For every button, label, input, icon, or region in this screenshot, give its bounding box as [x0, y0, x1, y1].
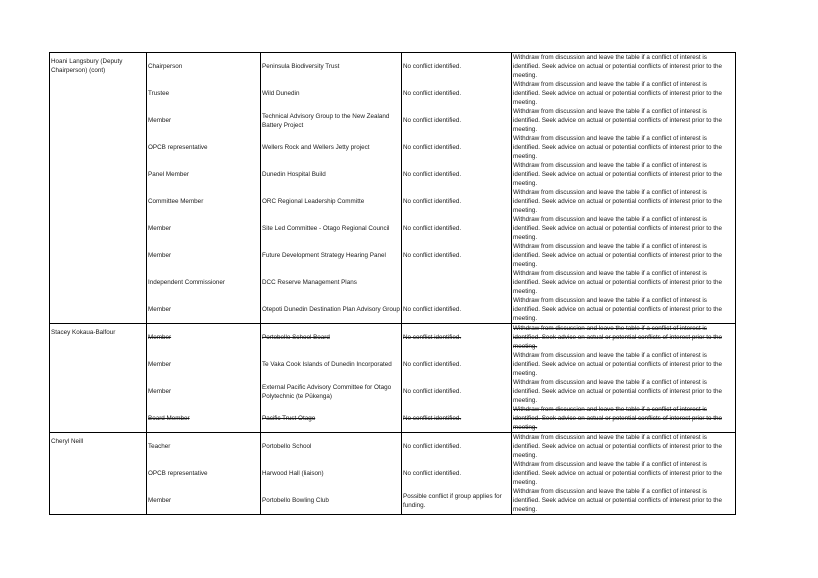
table-row — [50, 161, 736, 188]
role-cell: Member — [147, 215, 261, 242]
conflict-cell: No conflict identified. — [402, 378, 512, 405]
action-cell: Withdraw from discussion and leave the table if a conflict of interest is identified. Seek advice on actual or potential conflicts of interest prior to the meeting. — [512, 324, 736, 352]
conflict-cell — [402, 269, 512, 296]
conflict-cell: No conflict identified. — [402, 53, 512, 81]
organisation-cell: Peninsula Biodiversity Trust — [261, 53, 402, 81]
table-row — [50, 134, 736, 161]
action-cell: Withdraw from discussion and leave the table if a conflict of interest is identified. Seek advice on actual or potential conflicts of interest prior to the meeting. — [512, 378, 736, 405]
organisation-cell: Technical Advisory Group to the New Zealand Battery Project — [261, 107, 402, 134]
conflict-cell: No conflict identified. — [402, 161, 512, 188]
table-row — [50, 107, 736, 134]
role-cell: Committee Member — [147, 188, 261, 215]
action-cell: Withdraw from discussion and leave the table if a conflict of interest is identified. Seek advice on actual or potential conflicts of interest prior to the meeting. — [512, 433, 736, 461]
organisation-cell: Portobello School Board — [261, 324, 402, 352]
member-name: Hoani Langsbury (Deputy Chairperson) (cont) — [50, 53, 147, 324]
conflict-cell: No conflict identified. — [402, 433, 512, 461]
organisation-cell: Portobello Bowling Club — [261, 487, 402, 515]
role-cell: OPCB representative — [147, 460, 261, 487]
role-cell: Panel Member — [147, 161, 261, 188]
table-row — [50, 269, 736, 296]
role-cell: Member — [147, 378, 261, 405]
action-cell: Withdraw from discussion and leave the table if a conflict of interest is identified. Seek advice on actual or potential conflicts of interest prior to the meeting. — [512, 351, 736, 378]
table-row — [50, 215, 736, 242]
action-cell: Withdraw from discussion and leave the table if a conflict of interest is identified. Seek advice on actual or potential conflicts of interest prior to the meeting. — [512, 161, 736, 188]
action-cell: Withdraw from discussion and leave the table if a conflict of interest is identified. Seek advice on actual or potential conflicts of interest prior to the meeting. — [512, 487, 736, 515]
role-cell: Member — [147, 107, 261, 134]
role-cell: Member — [147, 324, 261, 352]
role-cell: Independent Commissioner — [147, 269, 261, 296]
action-cell: Withdraw from discussion and leave the table if a conflict of interest is identified. Seek advice on actual or potential conflicts of interest prior to the meeting. — [512, 53, 736, 81]
organisation-cell: Future Development Strategy Hearing Panel — [261, 242, 402, 269]
register-of-interests-table — [49, 52, 736, 515]
table-row — [50, 80, 736, 107]
action-cell: Withdraw from discussion and leave the table if a conflict of interest is identified. Seek advice on actual or potential conflicts of interest prior to the meeting. — [512, 460, 736, 487]
conflict-cell: No conflict identified. — [402, 324, 512, 352]
action-cell: Withdraw from discussion and leave the table if a conflict of interest is identified. Seek advice on actual or potential conflicts of interest prior to the meeting. — [512, 269, 736, 296]
role-cell: Teacher — [147, 433, 261, 461]
action-cell: Withdraw from discussion and leave the table if a conflict of interest is identified. Seek advice on actual or potential conflicts of interest prior to the meeting. — [512, 242, 736, 269]
table-row — [50, 53, 736, 81]
conflict-cell: No conflict identified. — [402, 351, 512, 378]
organisation-cell: Harwood Hall (liaison) — [261, 460, 402, 487]
organisation-cell: Site Led Committee - Otago Regional Council — [261, 215, 402, 242]
register-table-body — [50, 53, 736, 515]
table-row — [50, 242, 736, 269]
conflict-cell: No conflict identified. — [402, 296, 512, 324]
organisation-cell: Dunedin Hospital Build — [261, 161, 402, 188]
conflict-cell: No conflict identified. — [402, 80, 512, 107]
organisation-cell: Wellers Rock and Wellers Jetty project — [261, 134, 402, 161]
table-row — [50, 487, 736, 515]
role-cell: Trustee — [147, 80, 261, 107]
action-cell: Withdraw from discussion and leave the table if a conflict of interest is identified. Seek advice on actual or potential conflicts of interest prior to the meeting. — [512, 107, 736, 134]
conflict-cell: No conflict identified. — [402, 107, 512, 134]
organisation-cell: Otepoti Dunedin Destination Plan Advisory Group — [261, 296, 402, 324]
table-row — [50, 296, 736, 324]
conflict-cell: No conflict identified. — [402, 405, 512, 433]
table-row — [50, 433, 736, 461]
role-cell: OPCB representative — [147, 134, 261, 161]
conflict-cell: No conflict identified. — [402, 215, 512, 242]
role-cell: Member — [147, 242, 261, 269]
action-cell: Withdraw from discussion and leave the table if a conflict of interest is identified. Seek advice on actual or potential conflicts of interest prior to the meeting. — [512, 296, 736, 324]
organisation-cell: Wild Dunedin — [261, 80, 402, 107]
conflict-cell: No conflict identified. — [402, 134, 512, 161]
table-row — [50, 324, 736, 352]
table-row — [50, 378, 736, 405]
action-cell: Withdraw from discussion and leave the table if a conflict of interest is identified. Seek advice on actual or potential conflicts of interest prior to the meeting. — [512, 188, 736, 215]
member-name: Cheryl Neill — [50, 433, 147, 515]
role-cell: Member — [147, 351, 261, 378]
role-cell: Chairperson — [147, 53, 261, 81]
table-row — [50, 405, 736, 433]
member-name: Stacey Kokaua-Balfour — [50, 324, 147, 433]
organisation-cell: External Pacific Advisory Committee for Otago Polytechnic (te Pūkenga) — [261, 378, 402, 405]
role-cell: Board Member — [147, 405, 261, 433]
table-row — [50, 188, 736, 215]
action-cell: Withdraw from discussion and leave the table if a conflict of interest is identified. Seek advice on actual or potential conflicts of interest prior to the meeting. — [512, 215, 736, 242]
table-row — [50, 351, 736, 378]
organisation-cell: Te Vaka Cook Islands of Dunedin Incorporated — [261, 351, 402, 378]
table-row — [50, 460, 736, 487]
conflict-cell: No conflict identified. — [402, 460, 512, 487]
role-cell: Member — [147, 487, 261, 515]
conflict-cell: No conflict identified. — [402, 242, 512, 269]
organisation-cell: ORC Regional Leadership Committe — [261, 188, 402, 215]
organisation-cell: Pacific Trust Otago — [261, 405, 402, 433]
organisation-cell: DCC Reserve Management Plans — [261, 269, 402, 296]
action-cell: Withdraw from discussion and leave the table if a conflict of interest is identified. Seek advice on actual or potential conflicts of interest prior to the meeting. — [512, 134, 736, 161]
conflict-cell: No conflict identified. — [402, 188, 512, 215]
conflict-cell: Possible conflict if group applies for funding. — [402, 487, 512, 515]
organisation-cell: Portobello School — [261, 433, 402, 461]
role-cell: Member — [147, 296, 261, 324]
action-cell: Withdraw from discussion and leave the table if a conflict of interest is identified. Seek advice on actual or potential conflicts of interest prior to the meeting. — [512, 80, 736, 107]
action-cell: Withdraw from discussion and leave the table if a conflict of interest is identified. Seek advice on actual or potential conflicts of interest prior to the meeting. — [512, 405, 736, 433]
